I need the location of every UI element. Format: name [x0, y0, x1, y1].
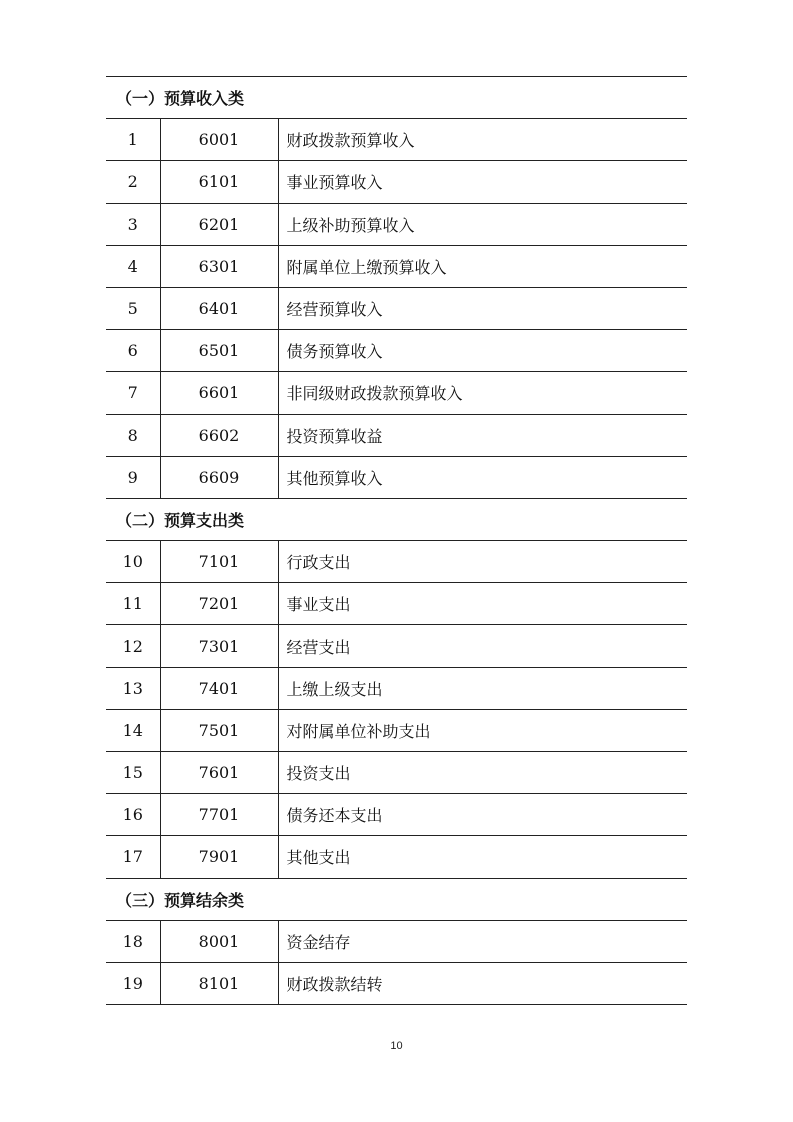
row-number-cell: 9 [106, 456, 160, 498]
row-number-cell: 2 [106, 161, 160, 203]
account-name-cell: 附属单位上缴预算收入 [278, 245, 687, 287]
row-number-cell: 19 [106, 962, 160, 1004]
account-code-cell: 6501 [160, 330, 278, 372]
row-number-cell: 17 [106, 836, 160, 878]
row-number-cell: 15 [106, 752, 160, 794]
table-row [106, 372, 687, 414]
row-number-cell: 10 [106, 541, 160, 583]
account-code-cell: 6201 [160, 203, 278, 245]
account-name-cell: 上缴上级支出 [278, 667, 687, 709]
row-number-cell: 3 [106, 203, 160, 245]
account-code-cell: 6602 [160, 414, 278, 456]
account-name-cell: 债务还本支出 [278, 794, 687, 836]
account-name-cell: 资金结存 [278, 920, 687, 962]
account-name-cell: 上级补助预算收入 [278, 203, 687, 245]
row-number-cell: 6 [106, 330, 160, 372]
account-name-cell: 事业支出 [278, 583, 687, 625]
table-row [106, 245, 687, 287]
table-row [106, 794, 687, 836]
table-row [106, 203, 687, 245]
table-row [106, 709, 687, 751]
account-name-cell: 行政支出 [278, 541, 687, 583]
table-row [106, 667, 687, 709]
account-code-cell: 6001 [160, 119, 278, 161]
section-title: （二）预算支出类 [106, 498, 687, 540]
account-name-cell: 投资支出 [278, 752, 687, 794]
row-number-cell: 8 [106, 414, 160, 456]
account-code-cell: 6301 [160, 245, 278, 287]
account-code-cell: 7201 [160, 583, 278, 625]
section-header-row [106, 498, 687, 540]
account-code-cell: 7501 [160, 709, 278, 751]
account-name-cell: 财政拨款预算收入 [278, 119, 687, 161]
table-row [106, 625, 687, 667]
account-code-cell: 7701 [160, 794, 278, 836]
row-number-cell: 7 [106, 372, 160, 414]
account-name-cell: 非同级财政拨款预算收入 [278, 372, 687, 414]
table-row [106, 583, 687, 625]
row-number-cell: 4 [106, 245, 160, 287]
section-header-row [106, 77, 687, 119]
account-code-cell: 7101 [160, 541, 278, 583]
account-name-cell: 投资预算收益 [278, 414, 687, 456]
table-row [106, 330, 687, 372]
row-number-cell: 5 [106, 287, 160, 329]
section-header-row [106, 878, 687, 920]
account-code-cell: 7901 [160, 836, 278, 878]
account-code-cell: 7301 [160, 625, 278, 667]
account-code-cell: 7401 [160, 667, 278, 709]
account-code-cell: 6601 [160, 372, 278, 414]
table-row [106, 161, 687, 203]
row-number-cell: 18 [106, 920, 160, 962]
table-row [106, 962, 687, 1004]
account-code-cell: 8001 [160, 920, 278, 962]
row-number-cell: 11 [106, 583, 160, 625]
account-name-cell: 其他预算收入 [278, 456, 687, 498]
row-number-cell: 12 [106, 625, 160, 667]
table-row [106, 119, 687, 161]
row-number-cell: 16 [106, 794, 160, 836]
page-number: 10 [390, 1040, 403, 1052]
account-name-cell: 经营预算收入 [278, 287, 687, 329]
account-code-cell: 8101 [160, 962, 278, 1004]
row-number-cell: 13 [106, 667, 160, 709]
account-code-cell: 6609 [160, 456, 278, 498]
account-table [106, 76, 687, 1005]
account-name-cell: 经营支出 [278, 625, 687, 667]
account-name-cell: 对附属单位补助支出 [278, 709, 687, 751]
table-row [106, 836, 687, 878]
section-title: （一）预算收入类 [106, 77, 687, 119]
account-code-cell: 6401 [160, 287, 278, 329]
account-name-cell: 事业预算收入 [278, 161, 687, 203]
account-name-cell: 财政拨款结转 [278, 962, 687, 1004]
account-code-cell: 6101 [160, 161, 278, 203]
account-name-cell: 债务预算收入 [278, 330, 687, 372]
table-row [106, 752, 687, 794]
table-row [106, 920, 687, 962]
row-number-cell: 14 [106, 709, 160, 751]
table-row [106, 287, 687, 329]
section-title: （三）预算结余类 [106, 878, 687, 920]
account-name-cell: 其他支出 [278, 836, 687, 878]
row-number-cell: 1 [106, 119, 160, 161]
table-row [106, 541, 687, 583]
table-body [106, 77, 687, 1005]
table-row [106, 414, 687, 456]
table-row [106, 456, 687, 498]
account-code-cell: 7601 [160, 752, 278, 794]
